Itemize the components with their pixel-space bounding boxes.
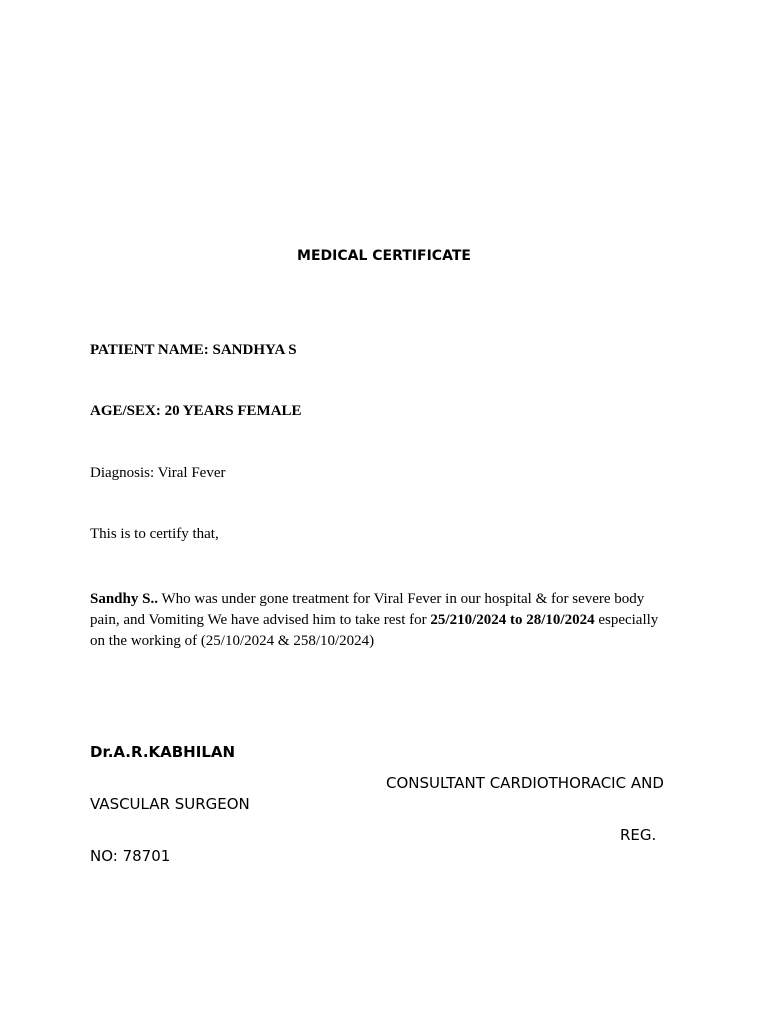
diagnosis: Diagnosis: Viral Fever	[90, 465, 226, 481]
doctor-designation-line-2: VASCULAR SURGEON	[90, 795, 250, 813]
certify-intro: This is to certify that,	[90, 526, 219, 542]
age-sex: AGE/SEX: 20 YEARS FEMALE	[90, 403, 302, 419]
doctor-reg-number: NO: 78701	[90, 847, 171, 865]
patient-name: PATIENT NAME: SANDHYA S	[90, 342, 297, 358]
body-date-range: 25/210/2024 to 28/10/2024	[430, 612, 595, 628]
document-title: MEDICAL CERTIFICATE	[297, 248, 471, 264]
doctor-reg-label: REG.	[620, 826, 657, 844]
body-text-1: Who was under gone treatment for Viral Fever in our hospital & for severe body pain, and Vomiting We have advised him to take rest for	[90, 591, 645, 628]
doctor-designation-line-1: CONSULTANT CARDIOTHORACIC AND	[386, 774, 664, 792]
doctor-name: Dr.A.R.KABHILAN	[90, 743, 236, 761]
certificate-body	[90, 589, 675, 652]
body-patient-name: Sandhy S..	[90, 591, 158, 607]
body-text-2: especially on the working of (25/10/2024 & 258/10/2024)	[90, 612, 659, 649]
